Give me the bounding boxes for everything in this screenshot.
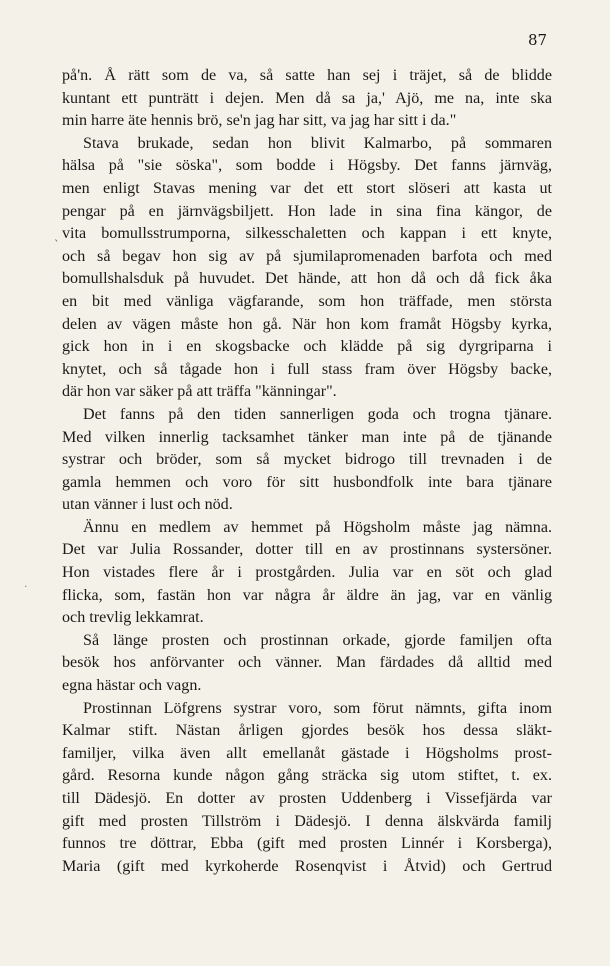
text-line: min harre äte hennis brö, se'n jag har sitt, va jag har sitt i da." [62, 112, 457, 130]
text-line: systrar och bröder, som så mycket bidrogo till trevnaden i de [62, 451, 552, 469]
text-line: Stava brukade, sedan hon blivit Kalmarbo, på sommaren [83, 134, 552, 152]
text-line: Maria (gift med kyrkoherde Rosenqvist i Åtvid) och Gertrud [62, 857, 552, 875]
text-line: Prostinnan Löfgrens systrar voro, som förut nämnts, gifta inom [83, 699, 552, 717]
text-line: gård. Resorna kunde någon gång sträcka sig utom stiftet, t. ex. [62, 767, 552, 785]
margin-mark: · [24, 580, 28, 593]
text-line: men enligt Stavas mening var det ett stort slöseri att kasta ut [62, 179, 552, 197]
text-line: egna hästar och vagn. [62, 677, 202, 695]
text-line: gamla hemmen och voro för sitt husbondfolk inte bara tjänare [62, 473, 552, 491]
text-line: pengar på en järnvägsbiljett. Hon lade in sina fina kängor, de [62, 202, 552, 220]
text-line: Kalmar stift. Nästan årligen gjordes besök hos dessa släkt- [62, 722, 552, 740]
page-number: 87 [528, 31, 548, 49]
text-line: besök hos anförvanter och vänner. Man färdades då alltid med [62, 654, 552, 672]
body-text [62, 65, 552, 878]
text-line: Det fanns på den tiden sannerligen goda och trogna tjänare. [83, 405, 552, 423]
text-line: Ännu en medlem av hemmet på Högsholm måste jag nämna. [83, 518, 552, 536]
text-line: en bit med vänliga vägfarande, som hon träffade, men största [62, 292, 552, 310]
text-line: vita bomullsstrumporna, silkesschaletten och kappan i ett knyte, [62, 225, 552, 243]
text-line: bomullshalsduk på huvudet. Det hände, att hon då och då fick åka [62, 270, 552, 288]
text-line: Hon vistades flere år i prostgården. Julia var en söt och glad [62, 564, 552, 582]
margin-mark: ˋ [54, 238, 60, 251]
text-line: hälsa på "sie söska", som bodde i Högsby. Det fanns järnväg, [62, 157, 552, 175]
text-line: på'n. Å rätt som de va, så satte han sej i träjet, så de blidde [62, 67, 552, 84]
text-line: Så länge prosten och prostinnan orkade, gjorde familjen ofta [83, 631, 552, 649]
text-line: och trevlig lekkamrat. [62, 609, 204, 627]
text-line: Det var Julia Rossander, dotter till en av prostinnans systersöner. [62, 541, 552, 559]
text-line: familjer, vilka även allt emellanåt gästade i Högsholms prost- [62, 744, 552, 762]
text-line: och så begav hon sig av på sjumilapromenaden barfota och med [62, 247, 552, 265]
text-line: gift med prosten Tillström i Dädesjö. I denna älskvärda familj [62, 812, 552, 830]
text-line: utan vänner i lust och nöd. [62, 496, 233, 514]
text-line: knytet, och så tågade hon i full stass fram över Högsby backe, [62, 360, 552, 378]
text-line: till Dädesjö. En dotter av prosten Uddenberg i Vissefjärda var [62, 790, 552, 807]
text-line: kuntant ett punträtt i dejen. Men då sa ja,' Ajö, me na, inte ska [62, 89, 552, 107]
text-line: flicka, som, fastän hon var några år äldre än jag, var en vänlig [62, 586, 552, 604]
text-line: funnos tre döttrar, Ebba (gift med prosten Linnér i Korsberga), [62, 835, 552, 853]
text-line: gick hon in i en skogsbacke och klädde på sig dyrgriparna i [62, 338, 552, 356]
text-line: Med vilken innerlig tacksamhet tänker man inte på de tjänande [62, 428, 552, 446]
text-line: där hon var säker på att träffa "känningar". [62, 383, 337, 401]
text-line: delen av vägen måste hon gå. När hon kom framåt Högsby kyrka, [62, 315, 552, 333]
